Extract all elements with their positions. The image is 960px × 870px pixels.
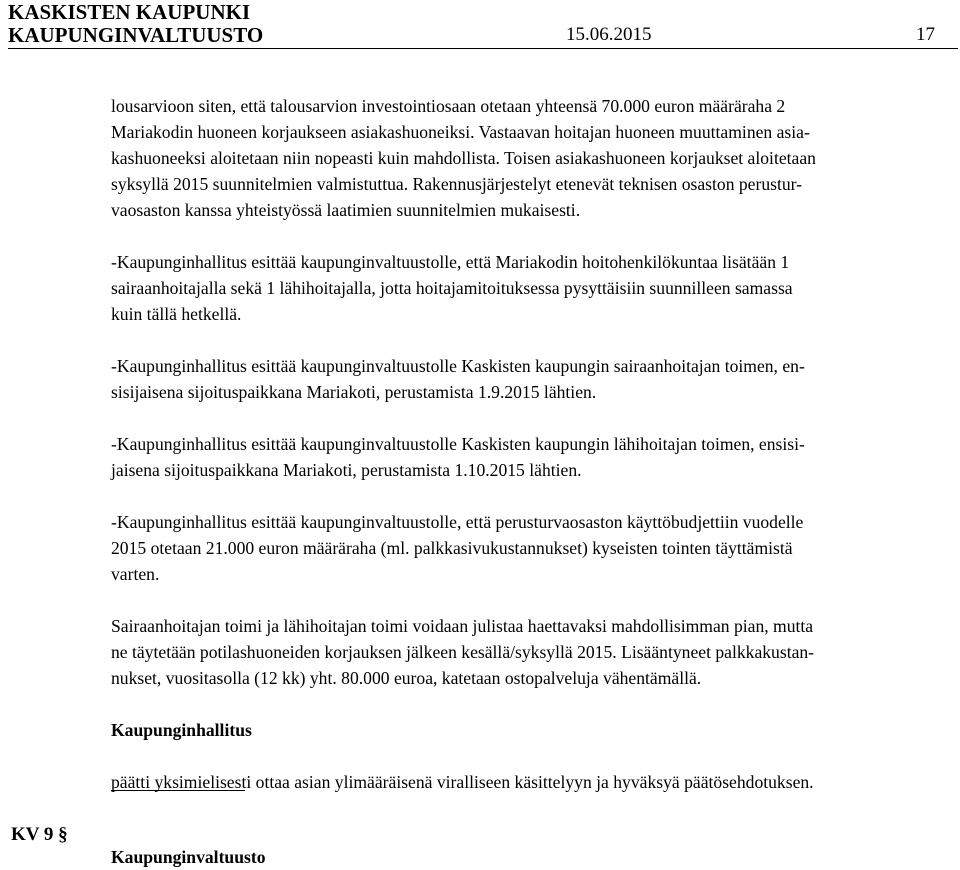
text-line: Sairaanhoitajan toimi ja lähihoitajan toimi voidaan julistaa haettavaksi mahdollisimman pian, mutta <box>111 616 814 636</box>
paragraph-practical-nurse-post <box>111 431 957 483</box>
document-body <box>111 93 957 821</box>
meeting-body: KAUPUNGINVALTUUSTO <box>8 23 264 47</box>
text-line: Mariakodin huoneen korjaukseen asiakashuoneiksi. Vastaavan hoitajan huoneen muuttaminen asia- <box>111 122 810 142</box>
text-line: 2015 otetaan 21.000 euron määräraha (ml. palkkasivukustannukset) kyseisten tointen täyttämistä <box>111 538 793 558</box>
text-line: -Kaupunginhallitus esittää kaupunginvaltuustolle, että Mariakodin hoitohenkilökuntaa lisätään 1 <box>111 252 790 272</box>
text-line: -Kaupunginhallitus esittää kaupunginvaltuustolle Kaskisten kaupungin lähihoitajan toimen, ensisi- <box>111 434 805 454</box>
text-line: vaosaston kanssa yhteistyössä laatimien suunnitelmien mukaisesti. <box>111 200 581 220</box>
text-line: kuin tällä hetkellä. <box>111 304 242 324</box>
section-heading: Kaupunginvaltuusto <box>111 847 266 867</box>
paragraph-budget <box>111 93 957 223</box>
text-line: jaisena sijoituspaikkana Mariakoti, perustamista 1.10.2015 lähtien. <box>111 460 582 480</box>
page-number: 17 <box>916 24 935 45</box>
text-line: sisijaisena sijoituspaikkana Mariakoti, perustamista 1.9.2015 lähtien. <box>111 382 597 402</box>
decision-text: päätti yksimielisesti ottaa asian ylimääräisenä viralliseen käsittelyyn ja hyväksyä päätösehdotuksen. <box>111 772 814 792</box>
text-line: syksyllä 2015 suunnitelmien valmistuttua. Rakennusjärjestelyt etenevät teknisen osaston perustur- <box>111 174 803 194</box>
decision-text-block <box>111 769 957 795</box>
paragraph-recruitment <box>111 613 957 691</box>
text-line: kashuoneeksi aloitetaan niin nopeasti kuin mahdollista. Toisen asiakashuoneen korjaukset aloitetaan <box>111 148 816 168</box>
section-label: KV 9 § <box>11 824 68 845</box>
text-line: ne täytetään potilashuoneiden korjauksen jälkeen kesällä/syksyllä 2015. Lisääntyneet palkkakustan- <box>111 642 815 662</box>
text-line: sairaanhoitajalla sekä 1 lähihoitajalla, jotta hoitajamitoituksessa pysyttäisiin suunnilleen samassa <box>111 278 793 298</box>
meeting-date: 15.06.2015 <box>566 24 652 45</box>
section-end-line <box>111 790 245 791</box>
decision-heading: Kaupunginhallitus <box>111 720 252 740</box>
organization-name: KASKISTEN KAUPUNKI <box>8 0 251 24</box>
text-line: varten. <box>111 564 160 584</box>
paragraph-operating-budget <box>111 509 957 587</box>
decision-heading-block <box>111 717 957 743</box>
text-line: -Kaupunginhallitus esittää kaupunginvaltuustolle Kaskisten kaupungin sairaanhoitajan toimen, en- <box>111 356 805 376</box>
paragraph-staffing <box>111 249 957 327</box>
text-line: nukset, vuositasolla (12 kk) yht. 80.000 euroa, katetaan ostopalveluja vähentämällä. <box>111 668 702 688</box>
text-line: -Kaupunginhallitus esittää kaupunginvaltuustolle, että perusturvaosaston käyttöbudjettiin vuodelle <box>111 512 804 532</box>
paragraph-nurse-post <box>111 353 957 405</box>
header-divider <box>8 48 958 49</box>
text-line: lousarvioon siten, että talousarvion investointiosaan otetaan yhteensä 70.000 euron määräraha 2 <box>111 96 786 116</box>
